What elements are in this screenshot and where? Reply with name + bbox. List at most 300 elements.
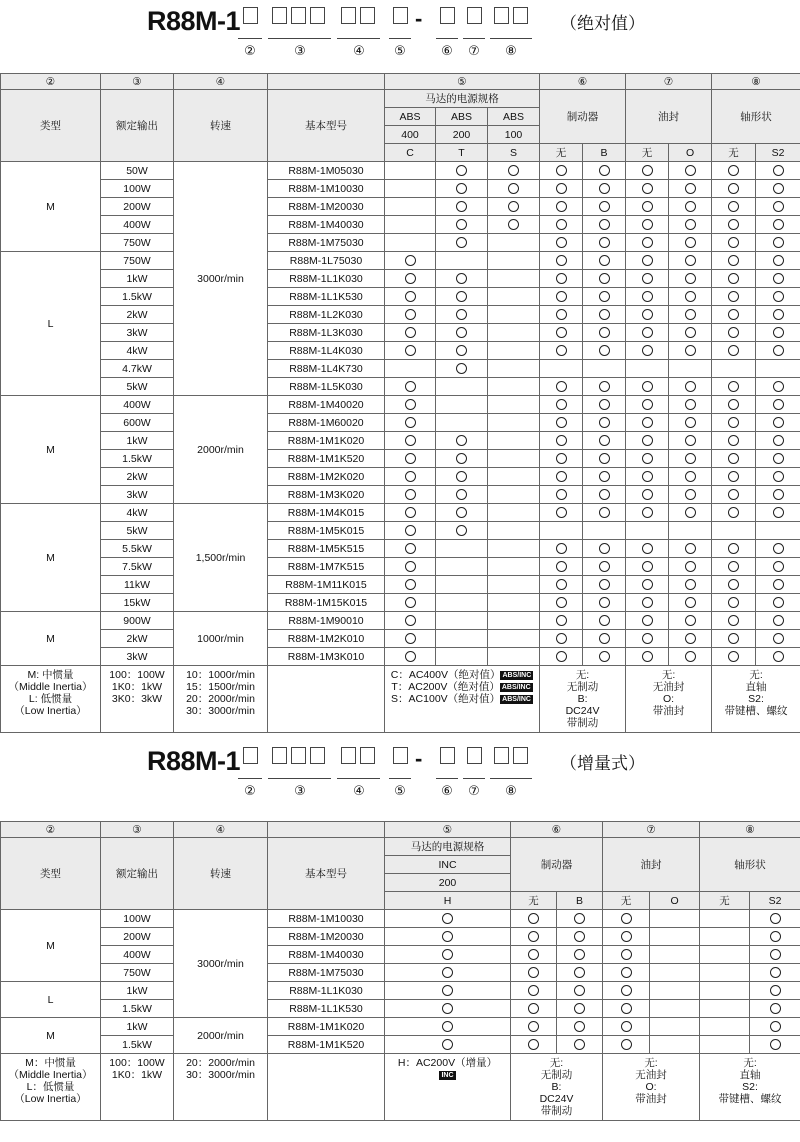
- power-legend: [385, 1054, 511, 1121]
- base-model-cell: R88M-1M3K010: [268, 648, 385, 666]
- option-available-circle: [728, 507, 739, 518]
- shaft-legend-line: 直轴: [739, 1069, 761, 1081]
- abs-pos-2: ②: [244, 43, 256, 58]
- shaft-option-label: S2: [750, 892, 800, 910]
- speed-cell: 2000r/min: [174, 1018, 268, 1054]
- option-cell: [488, 342, 540, 360]
- option-cell: [700, 1000, 750, 1018]
- option-cell: [669, 558, 712, 576]
- option-cell: [756, 612, 800, 630]
- option-cell: [436, 360, 488, 378]
- rated-output-cell: 1.5kW: [101, 450, 174, 468]
- option-available-circle: [599, 489, 610, 500]
- option-cell: [557, 1000, 603, 1018]
- oil-seal-legend-line: 无油封: [635, 1069, 667, 1081]
- table-row: [1, 432, 800, 450]
- option-available-circle: [685, 381, 696, 392]
- voltage-label: 400: [385, 126, 436, 144]
- option-available-circle: [685, 435, 696, 446]
- inc-box-6: [440, 747, 455, 764]
- rated-output-cell: 400W: [101, 396, 174, 414]
- rated-output-cell: 5kW: [101, 522, 174, 540]
- power-spec-header: 马达的电源规格: [385, 90, 540, 108]
- option-cell: [436, 162, 488, 180]
- abs-box-8b: [513, 7, 528, 24]
- abs-underline-2: [238, 38, 262, 39]
- table-row: [1, 1000, 800, 1018]
- option-cell: [385, 910, 511, 928]
- abs-code-dash: -: [415, 6, 423, 31]
- base-model-cell: R88M-1M05030: [268, 162, 385, 180]
- option-cell: [385, 576, 436, 594]
- option-cell: [385, 198, 436, 216]
- option-available-circle: [642, 543, 653, 554]
- oil-seal-header: 油封: [603, 838, 700, 892]
- inc-title-note: （增量式）: [560, 754, 645, 773]
- option-cell: [603, 946, 650, 964]
- option-cell: [756, 414, 800, 432]
- option-available-circle: [728, 471, 739, 482]
- option-available-circle: [442, 949, 453, 960]
- option-cell: [626, 522, 669, 540]
- shaft-header: 轴形状: [700, 838, 800, 892]
- option-cell: [700, 1018, 750, 1036]
- option-available-circle: [442, 967, 453, 978]
- base-model-cell: R88M-1M75030: [268, 234, 385, 252]
- option-cell: [436, 630, 488, 648]
- table-row: [1, 270, 800, 288]
- option-available-circle: [728, 417, 739, 428]
- option-available-circle: [599, 579, 610, 590]
- inc-box-2: [243, 747, 258, 764]
- rated-output-cell: 2kW: [101, 630, 174, 648]
- option-cell: [488, 180, 540, 198]
- option-available-circle: [599, 561, 610, 572]
- option-available-circle: [508, 201, 519, 212]
- option-available-circle: [508, 219, 519, 230]
- speed-cell: 1000r/min: [174, 612, 268, 666]
- inc-pos-header-2: ②: [1, 822, 101, 838]
- option-available-circle: [556, 255, 567, 266]
- option-cell: [750, 946, 800, 964]
- option-cell: [488, 432, 540, 450]
- power-spec-header: 马达的电源规格: [385, 838, 511, 856]
- option-cell: [669, 234, 712, 252]
- table-row: [1, 378, 800, 396]
- option-available-circle: [728, 561, 739, 572]
- option-cell: [669, 630, 712, 648]
- option-cell: [436, 486, 488, 504]
- option-available-circle: [621, 985, 632, 996]
- option-cell: [385, 360, 436, 378]
- option-cell: [488, 630, 540, 648]
- option-available-circle: [728, 399, 739, 410]
- option-cell: [583, 540, 626, 558]
- option-cell: [756, 198, 800, 216]
- option-cell: [488, 594, 540, 612]
- option-cell: [436, 198, 488, 216]
- option-cell: [540, 198, 583, 216]
- option-available-circle: [599, 219, 610, 230]
- brake-legend-line: 无制动: [566, 681, 599, 693]
- option-available-circle: [556, 345, 567, 356]
- option-cell: [750, 1036, 800, 1054]
- option-available-circle: [642, 291, 653, 302]
- option-available-circle: [642, 453, 653, 464]
- option-available-circle: [642, 561, 653, 572]
- option-cell: [540, 414, 583, 432]
- type-legend-line: （Low Inertia）: [14, 1093, 87, 1105]
- option-available-circle: [442, 1003, 453, 1014]
- option-cell: [436, 648, 488, 666]
- option-available-circle: [773, 597, 784, 608]
- option-cell: [583, 180, 626, 198]
- power-code-label: S: [488, 144, 540, 162]
- type-legend: [1, 1054, 101, 1121]
- option-available-circle: [599, 417, 610, 428]
- base-model-header: 基本型号: [268, 838, 385, 910]
- option-cell: [511, 946, 557, 964]
- option-cell: [650, 1000, 700, 1018]
- oil-seal-legend: [603, 1054, 700, 1121]
- option-available-circle: [621, 1003, 632, 1014]
- option-cell: [583, 198, 626, 216]
- option-available-circle: [642, 435, 653, 446]
- option-available-circle: [770, 985, 781, 996]
- option-cell: [669, 270, 712, 288]
- option-cell: [626, 198, 669, 216]
- table-row: [1, 216, 800, 234]
- option-cell: [712, 468, 756, 486]
- option-cell: [756, 396, 800, 414]
- option-available-circle: [599, 183, 610, 194]
- option-cell: [700, 982, 750, 1000]
- option-available-circle: [574, 1021, 585, 1032]
- abs-box-6: [440, 7, 455, 24]
- option-available-circle: [728, 453, 739, 464]
- shaft-option-label: 无: [712, 144, 756, 162]
- inc-model-code-prefix: R88M-1: [147, 746, 241, 776]
- option-cell: [488, 612, 540, 630]
- abs-pos-header-6: ⑥: [540, 74, 626, 90]
- abs-pos-8: ⑧: [505, 43, 517, 58]
- option-cell: [626, 450, 669, 468]
- option-available-circle: [621, 913, 632, 924]
- option-cell: [626, 630, 669, 648]
- option-cell: [626, 468, 669, 486]
- option-cell: [583, 630, 626, 648]
- option-cell: [712, 162, 756, 180]
- option-available-circle: [773, 471, 784, 482]
- option-available-circle: [773, 561, 784, 572]
- option-available-circle: [773, 633, 784, 644]
- rated-output-cell: 200W: [101, 928, 174, 946]
- option-cell: [626, 216, 669, 234]
- option-cell: [626, 540, 669, 558]
- table-row: [1, 594, 800, 612]
- abs-pos-header-7: ⑦: [626, 74, 712, 90]
- oil-seal-header: 油封: [626, 90, 712, 144]
- option-cell: [511, 964, 557, 982]
- speed-cell: 3000r/min: [174, 910, 268, 1018]
- table-row: [1, 162, 800, 180]
- option-cell: [540, 648, 583, 666]
- inc-pos-header-6: ⑥: [511, 822, 603, 838]
- option-cell: [756, 216, 800, 234]
- table-row: [1, 252, 800, 270]
- option-cell: [626, 234, 669, 252]
- base-model-cell: R88M-1L3K030: [268, 324, 385, 342]
- encoder-badge: INC: [441, 1071, 454, 1079]
- option-cell: [488, 522, 540, 540]
- option-cell: [583, 576, 626, 594]
- option-available-circle: [773, 219, 784, 230]
- option-available-circle: [456, 165, 467, 176]
- option-cell: [712, 558, 756, 576]
- rated-output-cell: 11kW: [101, 576, 174, 594]
- option-available-circle: [405, 399, 416, 410]
- option-cell: [626, 162, 669, 180]
- option-available-circle: [685, 345, 696, 356]
- option-cell: [385, 342, 436, 360]
- option-available-circle: [599, 435, 610, 446]
- abs-pos-header-4: ④: [174, 74, 268, 90]
- option-cell: [650, 1018, 700, 1036]
- option-available-circle: [770, 949, 781, 960]
- option-available-circle: [773, 435, 784, 446]
- option-cell: [712, 252, 756, 270]
- option-cell: [540, 270, 583, 288]
- option-cell: [385, 270, 436, 288]
- inc-title-row: [0, 740, 800, 810]
- voltage-label: 200: [385, 874, 511, 892]
- option-available-circle: [621, 967, 632, 978]
- base-model-cell: R88M-1M4K015: [268, 504, 385, 522]
- inc-box-7: [467, 747, 482, 764]
- option-cell: [540, 234, 583, 252]
- abs-spec-table: [0, 73, 800, 733]
- output-legend: [101, 1054, 174, 1121]
- shaft-legend-line: 带键槽、螺纹: [724, 705, 788, 717]
- abs-pos-header-5: ⑤: [385, 74, 540, 90]
- inc-underline-6: [436, 778, 458, 779]
- type-legend-line: （Middle Inertia）: [8, 681, 93, 693]
- option-cell: [557, 910, 603, 928]
- option-available-circle: [621, 931, 632, 942]
- option-available-circle: [599, 381, 610, 392]
- option-cell: [488, 540, 540, 558]
- table-row: [1, 486, 800, 504]
- option-cell: [626, 360, 669, 378]
- option-cell: [488, 576, 540, 594]
- option-available-circle: [773, 507, 784, 518]
- base-model-cell: R88M-1M5K515: [268, 540, 385, 558]
- option-cell: [669, 540, 712, 558]
- option-cell: [669, 378, 712, 396]
- option-available-circle: [405, 255, 416, 266]
- option-available-circle: [773, 309, 784, 320]
- abs-underline-5: [389, 38, 411, 39]
- inc-pos-header-8: ⑧: [700, 822, 800, 838]
- option-cell: [756, 432, 800, 450]
- option-available-circle: [621, 949, 632, 960]
- table-row: [1, 450, 800, 468]
- oil-seal-option-label: O: [669, 144, 712, 162]
- base-model-cell: R88M-1M10030: [268, 180, 385, 198]
- rated-output-cell: 7.5kW: [101, 558, 174, 576]
- option-cell: [669, 198, 712, 216]
- option-available-circle: [773, 273, 784, 284]
- option-cell: [540, 360, 583, 378]
- option-cell: [436, 612, 488, 630]
- inc-underline-5: [389, 778, 411, 779]
- option-cell: [488, 216, 540, 234]
- rated-output-cell: 1kW: [101, 432, 174, 450]
- option-cell: [756, 522, 800, 540]
- option-cell: [385, 522, 436, 540]
- abs-pos-header-blank: [268, 74, 385, 90]
- abs-pos-4: ④: [353, 43, 365, 58]
- type-legend: [1, 666, 101, 733]
- option-cell: [583, 342, 626, 360]
- option-cell: [385, 468, 436, 486]
- option-available-circle: [456, 525, 467, 536]
- option-cell: [626, 180, 669, 198]
- shaft-legend: [712, 666, 800, 733]
- option-cell: [583, 396, 626, 414]
- option-cell: [626, 324, 669, 342]
- option-cell: [488, 486, 540, 504]
- table-row: [1, 360, 800, 378]
- option-cell: [669, 648, 712, 666]
- abs-box-4a: [341, 7, 356, 24]
- option-cell: [436, 540, 488, 558]
- inc-legend-row: [1, 1054, 800, 1121]
- option-available-circle: [528, 949, 539, 960]
- option-cell: [712, 648, 756, 666]
- option-available-circle: [599, 615, 610, 626]
- type-header: 类型: [1, 90, 101, 162]
- option-cell: [540, 306, 583, 324]
- option-cell: [385, 486, 436, 504]
- inc-box-4a: [341, 747, 356, 764]
- option-available-circle: [599, 255, 610, 266]
- option-available-circle: [528, 985, 539, 996]
- option-cell: [488, 504, 540, 522]
- option-cell: [385, 216, 436, 234]
- option-cell: [603, 928, 650, 946]
- option-cell: [669, 612, 712, 630]
- base-model-cell: R88M-1L1K030: [268, 982, 385, 1000]
- option-cell: [669, 360, 712, 378]
- speed-legend-line: 20：2000r/min: [186, 1057, 255, 1069]
- option-available-circle: [599, 309, 610, 320]
- option-available-circle: [556, 399, 567, 410]
- option-cell: [436, 594, 488, 612]
- option-available-circle: [773, 291, 784, 302]
- option-available-circle: [456, 291, 467, 302]
- option-available-circle: [442, 1021, 453, 1032]
- option-cell: [540, 162, 583, 180]
- option-available-circle: [728, 183, 739, 194]
- option-available-circle: [770, 1021, 781, 1032]
- option-cell: [385, 162, 436, 180]
- rated-output-header: 额定输出: [101, 838, 174, 910]
- inc-box-8a: [494, 747, 509, 764]
- option-available-circle: [528, 931, 539, 942]
- shaft-header: 轴形状: [712, 90, 800, 144]
- abs-box-3b: [291, 7, 306, 24]
- abs-underline-3: [268, 38, 331, 39]
- option-cell: [540, 180, 583, 198]
- option-cell: [603, 982, 650, 1000]
- option-cell: [540, 468, 583, 486]
- rated-output-cell: 750W: [101, 964, 174, 982]
- option-available-circle: [456, 327, 467, 338]
- rated-output-cell: 15kW: [101, 594, 174, 612]
- option-cell: [540, 540, 583, 558]
- option-available-circle: [556, 597, 567, 608]
- option-available-circle: [405, 309, 416, 320]
- option-available-circle: [642, 273, 653, 284]
- option-available-circle: [728, 651, 739, 662]
- option-available-circle: [405, 453, 416, 464]
- option-cell: [756, 306, 800, 324]
- option-cell: [669, 468, 712, 486]
- inc-pos-5: ⑤: [394, 783, 406, 798]
- option-available-circle: [773, 183, 784, 194]
- option-available-circle: [574, 931, 585, 942]
- option-cell: [712, 270, 756, 288]
- option-cell: [669, 252, 712, 270]
- option-cell: [650, 946, 700, 964]
- option-cell: [385, 306, 436, 324]
- table-row: [1, 946, 800, 964]
- base-model-cell: R88M-1M7K515: [268, 558, 385, 576]
- option-cell: [756, 648, 800, 666]
- option-cell: [557, 982, 603, 1000]
- oil-seal-legend-line: 带油封: [652, 705, 685, 717]
- option-cell: [669, 432, 712, 450]
- option-available-circle: [456, 363, 467, 374]
- option-available-circle: [456, 183, 467, 194]
- brake-option-label: B: [557, 892, 603, 910]
- inc-pos-header-7: ⑦: [603, 822, 700, 838]
- shaft-legend-line: 无:: [749, 669, 763, 681]
- option-cell: [385, 1018, 511, 1036]
- option-available-circle: [770, 931, 781, 942]
- option-cell: [540, 450, 583, 468]
- option-available-circle: [685, 237, 696, 248]
- option-cell: [650, 1036, 700, 1054]
- shaft-legend-line: S2:: [742, 1081, 758, 1093]
- shaft-legend-line: 无:: [743, 1057, 757, 1069]
- inc-header-row-1: [1, 838, 800, 856]
- option-cell: [583, 432, 626, 450]
- base-model-cell: R88M-1M40030: [268, 946, 385, 964]
- rated-output-cell: 400W: [101, 946, 174, 964]
- option-available-circle: [685, 597, 696, 608]
- base-model-cell: R88M-1M90010: [268, 612, 385, 630]
- option-cell: [488, 378, 540, 396]
- base-model-cell: R88M-1M3K020: [268, 486, 385, 504]
- option-cell: [511, 910, 557, 928]
- rated-output-cell: 3kW: [101, 648, 174, 666]
- rated-output-cell: 3kW: [101, 486, 174, 504]
- inc-pos-6: ⑥: [441, 783, 453, 798]
- option-available-circle: [556, 201, 567, 212]
- option-cell: [385, 234, 436, 252]
